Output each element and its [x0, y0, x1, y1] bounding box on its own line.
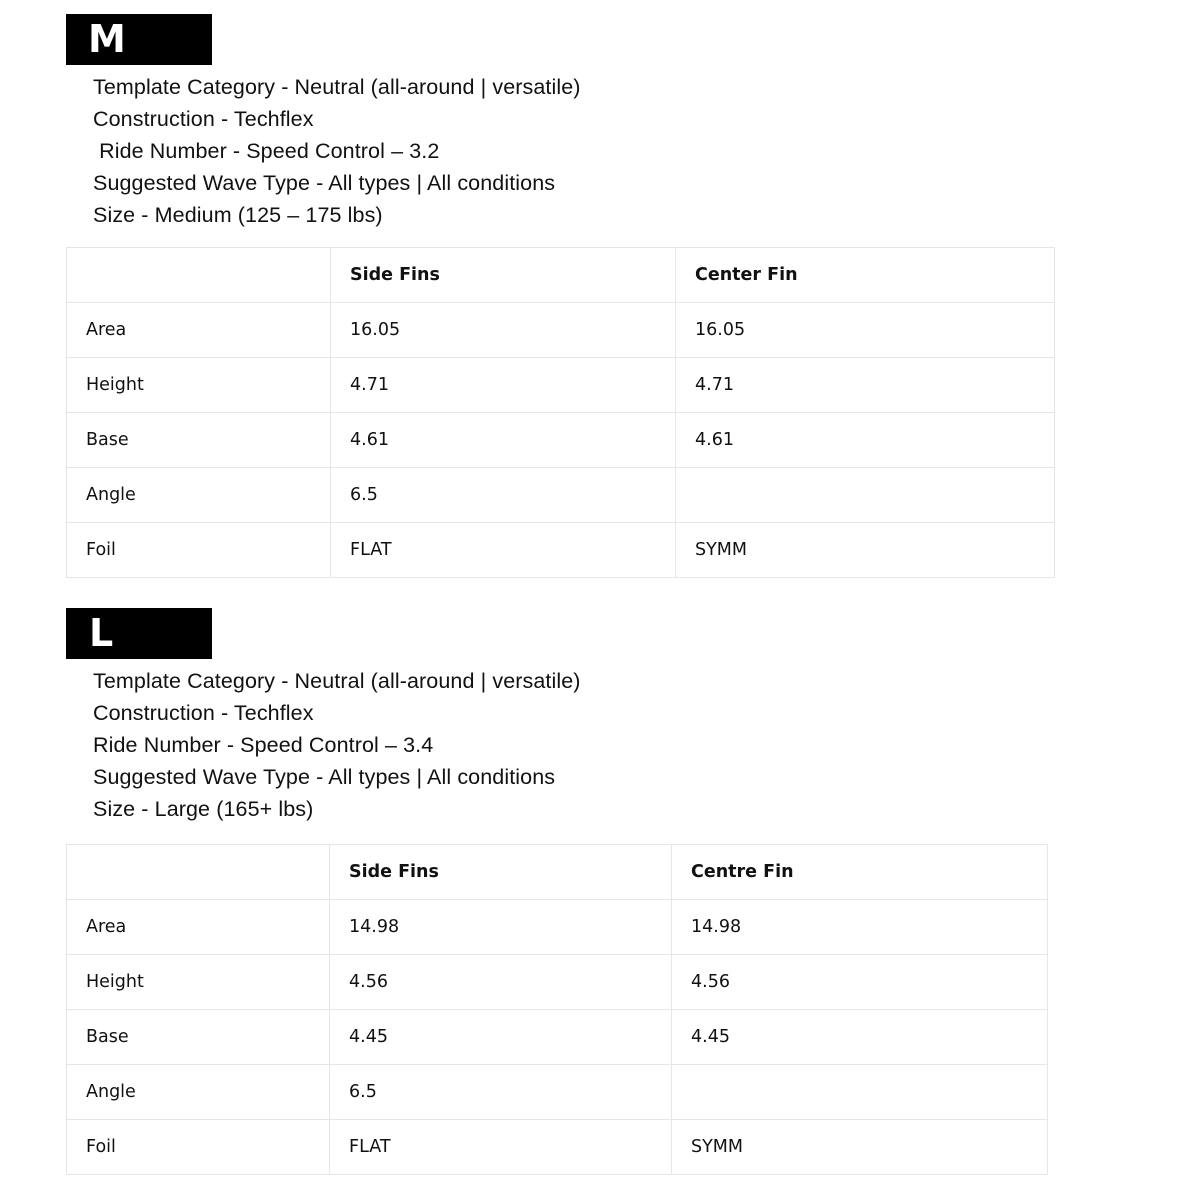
spec-construction: Construction - Techflex	[93, 701, 314, 725]
spec-list-m	[93, 71, 581, 231]
centre-fin-value: 4.56	[672, 955, 1048, 1010]
header-side-fins: Side Fins	[330, 845, 672, 900]
row-label: Base	[67, 1010, 330, 1065]
side-fins-value: 4.45	[330, 1010, 672, 1065]
side-fins-value: FLAT	[330, 1120, 672, 1175]
spec-size: Size - Medium (125 – 175 lbs)	[93, 203, 383, 227]
side-fins-value: 16.05	[331, 303, 676, 358]
table-row	[67, 413, 1055, 468]
header-empty	[67, 248, 331, 303]
header-side-fins: Side Fins	[331, 248, 676, 303]
table-row	[67, 955, 1048, 1010]
spec-list-l	[93, 665, 581, 825]
side-fins-value: FLAT	[331, 523, 676, 578]
row-label: Height	[67, 955, 330, 1010]
center-fin-value: 16.05	[676, 303, 1055, 358]
row-label: Foil	[67, 523, 331, 578]
table-header-row	[67, 845, 1048, 900]
fin-spec-table-l	[66, 844, 1048, 1175]
header-centre-fin: Centre Fin	[672, 845, 1048, 900]
size-badge-l: L	[66, 608, 212, 659]
table-header-row	[67, 248, 1055, 303]
row-label: Area	[67, 303, 331, 358]
side-fins-value: 6.5	[331, 468, 676, 523]
side-fins-value: 4.56	[330, 955, 672, 1010]
spec-size: Size - Large (165+ lbs)	[93, 797, 314, 821]
row-label: Area	[67, 900, 330, 955]
fin-spec-table-m	[66, 247, 1055, 578]
center-fin-value	[676, 468, 1055, 523]
centre-fin-value: 4.45	[672, 1010, 1048, 1065]
table-row	[67, 358, 1055, 413]
table-row	[67, 303, 1055, 358]
table-row	[67, 1010, 1048, 1065]
table-row	[67, 523, 1055, 578]
spec-ride-number: Ride Number - Speed Control – 3.2	[93, 139, 440, 163]
header-center-fin: Center Fin	[676, 248, 1055, 303]
header-empty	[67, 845, 330, 900]
table-row	[67, 1120, 1048, 1175]
side-fins-value: 4.61	[331, 413, 676, 468]
spec-template-category: Template Category - Neutral (all-around | versatile)	[93, 669, 581, 693]
table-row	[67, 1065, 1048, 1120]
centre-fin-value	[672, 1065, 1048, 1120]
side-fins-value: 6.5	[330, 1065, 672, 1120]
table-row	[67, 900, 1048, 955]
table-row	[67, 468, 1055, 523]
row-label: Angle	[67, 468, 331, 523]
center-fin-value: 4.61	[676, 413, 1055, 468]
spec-template-category: Template Category - Neutral (all-around | versatile)	[93, 75, 581, 99]
spec-construction: Construction - Techflex	[93, 107, 314, 131]
centre-fin-value: SYMM	[672, 1120, 1048, 1175]
center-fin-value: SYMM	[676, 523, 1055, 578]
side-fins-value: 4.71	[331, 358, 676, 413]
row-label: Height	[67, 358, 331, 413]
row-label: Angle	[67, 1065, 330, 1120]
spec-wave-type: Suggested Wave Type - All types | All conditions	[93, 765, 556, 789]
center-fin-value: 4.71	[676, 358, 1055, 413]
row-label: Base	[67, 413, 331, 468]
row-label: Foil	[67, 1120, 330, 1175]
side-fins-value: 14.98	[330, 900, 672, 955]
spec-wave-type: Suggested Wave Type - All types | All conditions	[93, 171, 556, 195]
size-badge-m: M	[66, 14, 212, 65]
spec-ride-number: Ride Number - Speed Control – 3.4	[93, 733, 434, 757]
centre-fin-value: 14.98	[672, 900, 1048, 955]
